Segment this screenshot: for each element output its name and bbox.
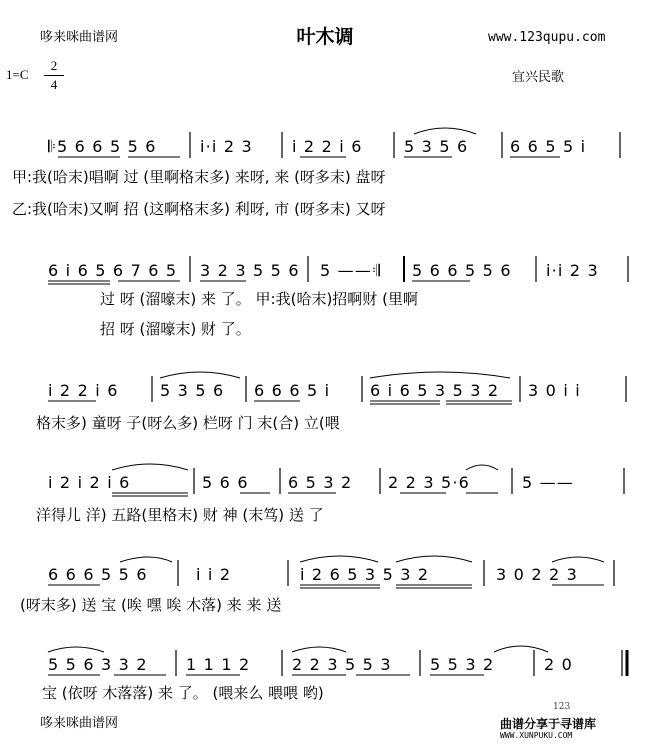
- slur: [414, 128, 476, 134]
- measure-1-4: 5 3 5 6: [404, 137, 469, 156]
- footer-site-name: 哆来咪曲谱网: [40, 716, 119, 731]
- measure-4-2: 5 6 6: [202, 473, 249, 492]
- measure-3-5: 3 0 i i: [528, 381, 581, 400]
- score-line-2: [48, 256, 628, 338]
- lyrics-line-4a: 洋得儿 洋) 五路(里格末) 财 神 (末笃) 送 了: [36, 506, 324, 524]
- measure-1-1: 𝄆5 6 6 5 5 6: [48, 137, 157, 156]
- lyrics-line-2b: 招 呀 (溜嚎末) 财 了。: [100, 320, 251, 338]
- lyrics-line-2a: 过 呀 (溜嚎末) 来 了。 甲:我(哈末)招啊财 (里啊: [100, 290, 418, 308]
- measure-1-2: i·i 2 3: [200, 137, 253, 156]
- measure-6-3: 2 2 3 5 5 3: [292, 655, 392, 674]
- score-line-6: [42, 646, 627, 702]
- measure-4-1: i 2 i 2 i 6: [48, 473, 131, 492]
- slur: [120, 557, 172, 562]
- score-line-5: [20, 556, 614, 614]
- slur: [466, 465, 498, 470]
- slur: [494, 646, 548, 652]
- score-line-4: [36, 464, 624, 524]
- slur: [160, 372, 240, 378]
- measure-2-4: 5 6 6 5 5 6: [412, 261, 512, 280]
- slur: [300, 556, 378, 562]
- measure-4-4: 2 2 3 5·6: [388, 473, 471, 492]
- score-line-1: [12, 128, 620, 218]
- measure-3-1: i 2 2 i 6: [48, 381, 119, 400]
- song-title: 叶木调: [296, 26, 354, 48]
- slur: [48, 647, 104, 652]
- measure-2-2: 3 2 3 5 5 6: [200, 261, 300, 280]
- measure-2-3: 5 ——𝄇: [320, 261, 382, 280]
- site-name: 哆来咪曲谱网: [40, 30, 119, 45]
- slur: [370, 372, 510, 378]
- lyrics-line-6a: 宝 (依呀 木落落) 来 了。 (喂来么 喂喂 哟): [42, 684, 324, 702]
- slur: [552, 557, 604, 562]
- measure-2-5: i·i 2 3: [546, 261, 599, 280]
- measure-3-3: 6 6 6 5 i: [254, 381, 331, 400]
- page-number: 123: [553, 702, 571, 712]
- measure-5-1: 6 6 6 5 5 6: [48, 565, 148, 584]
- measure-5-3: i 2 6 5 3 5 3 2: [300, 565, 430, 584]
- measure-4-5: 5 ——: [522, 473, 575, 492]
- measure-6-5: 2 0: [544, 655, 574, 674]
- lyrics-line-5a: (呀末多) 送 宝 (唉 嘿 唉 木落) 来 来 送: [20, 596, 282, 614]
- measure-4-3: 6 5 3 2: [288, 473, 353, 492]
- measure-5-4: 3 0 2 2 3: [496, 565, 579, 584]
- site-url[interactable]: www.123qupu.com: [488, 30, 606, 45]
- lyrics-line-1b: 乙:我(哈末)又啊 招 (这啊格末多) 利呀, 市 (呀多末) 又呀: [12, 200, 386, 218]
- meter-top: 2: [50, 58, 58, 73]
- watermark-text: 曲谱分享于寻谱库: [500, 717, 597, 731]
- meter-bottom: 4: [50, 77, 58, 92]
- measure-2-1: 6 i 6 5 6 7 6 5: [48, 261, 178, 280]
- measure-6-4: 5 5 3 2: [430, 655, 495, 674]
- measure-1-3: i 2 2 i 6: [292, 137, 363, 156]
- slur: [396, 556, 472, 562]
- measure-5-2: i i 2: [196, 565, 232, 584]
- measure-6-2: 1 1 1 2: [186, 655, 251, 674]
- measure-6-1: 5 5 6 3 3 2: [48, 655, 148, 674]
- measure-3-4: 6 i 6 5 3 5 3 2: [370, 381, 500, 400]
- lyrics-line-1a: 甲:我(哈末)唱啊 过 (里啊格末多) 来呀, 来 (呀多末) 盘呀: [12, 168, 386, 186]
- slur: [292, 647, 346, 652]
- score-line-3: [36, 372, 626, 432]
- measure-3-2: 5 3 5 6: [160, 381, 225, 400]
- key-signature: 1=C: [6, 67, 29, 82]
- song-origin: 宜兴民歌: [512, 70, 565, 85]
- watermark-url[interactable]: WWW.XUNPUKU.COM: [500, 731, 573, 740]
- footer-watermark: [500, 718, 596, 742]
- slur: [112, 464, 188, 470]
- measure-1-5: 6 6 5 5 i: [510, 137, 587, 156]
- lyrics-line-3a: 格末多) 童呀 子(呀么多) 栏呀 门 末(合) 立(喂: [36, 414, 340, 432]
